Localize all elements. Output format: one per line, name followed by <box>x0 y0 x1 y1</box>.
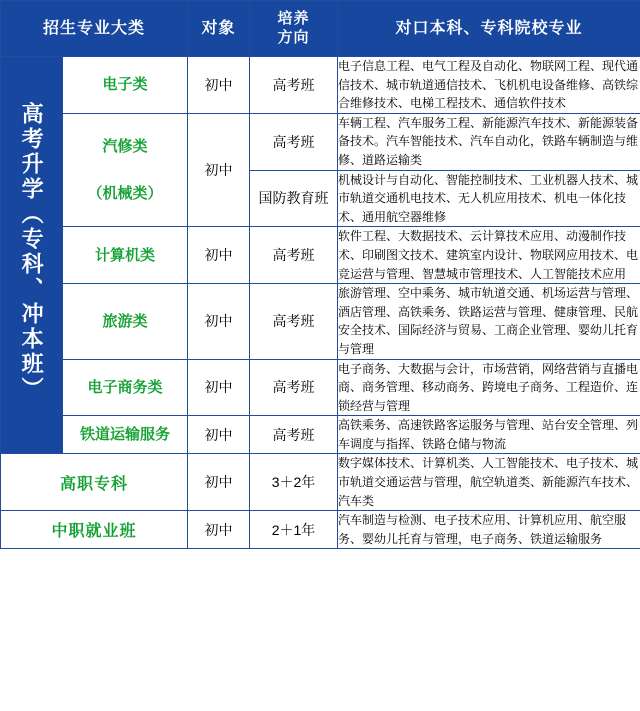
object-vocational-college: 初中 <box>188 454 250 511</box>
category-tourism: 旅游类 <box>63 284 188 359</box>
majors-tourism: 旅游管理、空中乘务、城市轨道交通、机场运营与管理、酒店管理、高铁乘务、铁路运营与管理、健康管理、民航安全技术、国际经济与贸易、工商企业管理、婴幼儿托育与管理 <box>338 284 640 359</box>
majors-auto-repair-gaokao: 车辆工程、汽车服务工程、新能源汽车技术、新能源装备备技术。汽车智能技术、汽车自动化，铁路车辆制造与维修、道路运输类 <box>338 113 640 170</box>
table-row <box>1 57 640 114</box>
object-railway: 初中 <box>188 416 250 454</box>
category-auto-repair <box>63 113 188 227</box>
object-auto-repair: 初中 <box>188 113 250 227</box>
category-auto-repair-main: 汽修类 <box>102 138 148 156</box>
header-col-direction-line2: 方向 <box>277 28 310 46</box>
table-row <box>1 416 640 454</box>
banner-gaokao-shengxue <box>1 57 63 454</box>
object-ecommerce: 初中 <box>188 359 250 416</box>
majors-electronics: 电子信息工程、电气工程及自动化、物联网工程、现代通信技术、城市轨道通信技术、飞机机电设备维修、高铁综合维修技术、电梯工程技术、通信软件技术 <box>338 57 640 114</box>
object-computer: 初中 <box>188 227 250 284</box>
direction-auto-repair-defense: 国防教育班 <box>250 170 338 227</box>
object-tourism: 初中 <box>188 284 250 359</box>
direction-tourism: 高考班 <box>250 284 338 359</box>
table-row <box>1 454 640 511</box>
category-auto-repair-sub: （机械类） <box>87 185 163 203</box>
category-electronics: 电子类 <box>63 57 188 114</box>
table-row <box>1 284 640 359</box>
category-ecommerce: 电子商务类 <box>63 359 188 416</box>
category-vocational-college: 高职专科 <box>1 454 188 511</box>
header-col-category: 招生专业大类 <box>1 1 188 57</box>
direction-auto-repair-gaokao: 高考班 <box>250 113 338 170</box>
majors-computer: 软件工程、大数据技术、云计算技术应用、动漫制作技术、印刷图文技术、建筑室内设计、物联网应用技术、电竞运营与管理、智慧城市管理技术、人工智能技术应用 <box>338 227 640 284</box>
table-row <box>1 359 640 416</box>
object-electronics: 初中 <box>188 57 250 114</box>
banner-label: 高考升学（专科、冲本班） <box>19 102 45 403</box>
majors-railway: 高铁乘务、高速铁路客运服务与管理、站台安全管理、列车调度与指挥、铁路仓储与物流 <box>338 416 640 454</box>
table-header-row <box>1 1 640 57</box>
header-col-direction-line1: 培养 <box>277 9 310 27</box>
category-railway: 铁道运输服务 <box>63 416 188 454</box>
direction-computer: 高考班 <box>250 227 338 284</box>
majors-vocational-college: 数字媒体技术、计算机类、人工智能技术、电子技术、城市轨道交通运营与管理，航空轨道类、新能源汽车技术、汽车类 <box>338 454 640 511</box>
table-row <box>1 227 640 284</box>
direction-electronics: 高考班 <box>250 57 338 114</box>
category-secondary-employment: 中职就业班 <box>1 511 188 549</box>
direction-railway: 高考班 <box>250 416 338 454</box>
direction-ecommerce: 高考班 <box>250 359 338 416</box>
header-col-majors: 对口本科、专科院校专业 <box>338 1 640 57</box>
direction-secondary-employment: 2＋1年 <box>250 511 338 549</box>
direction-vocational-college: 3＋2年 <box>250 454 338 511</box>
majors-auto-repair-defense: 机械设计与自动化、智能控制技术、工业机器人技术、城市轨道交通机电技术、无人机应用技术、机电一体化技术、通用航空器维修 <box>338 170 640 227</box>
header-col-object: 对象 <box>188 1 250 57</box>
majors-secondary-employment: 汽车制造与检测、电子技术应用、计算机应用、航空服务、婴幼儿托育与管理，电子商务、铁道运输服务 <box>338 511 640 549</box>
majors-ecommerce: 电子商务、大数据与会计，市场营销，网络营销与直播电商、商务管理、移动商务、跨境电子商务、工程造价、连锁经营与管理 <box>338 359 640 416</box>
table-row <box>1 113 640 170</box>
category-computer: 计算机类 <box>63 227 188 284</box>
table-row <box>1 511 640 549</box>
header-col-direction <box>250 1 338 57</box>
object-secondary-employment: 初中 <box>188 511 250 549</box>
